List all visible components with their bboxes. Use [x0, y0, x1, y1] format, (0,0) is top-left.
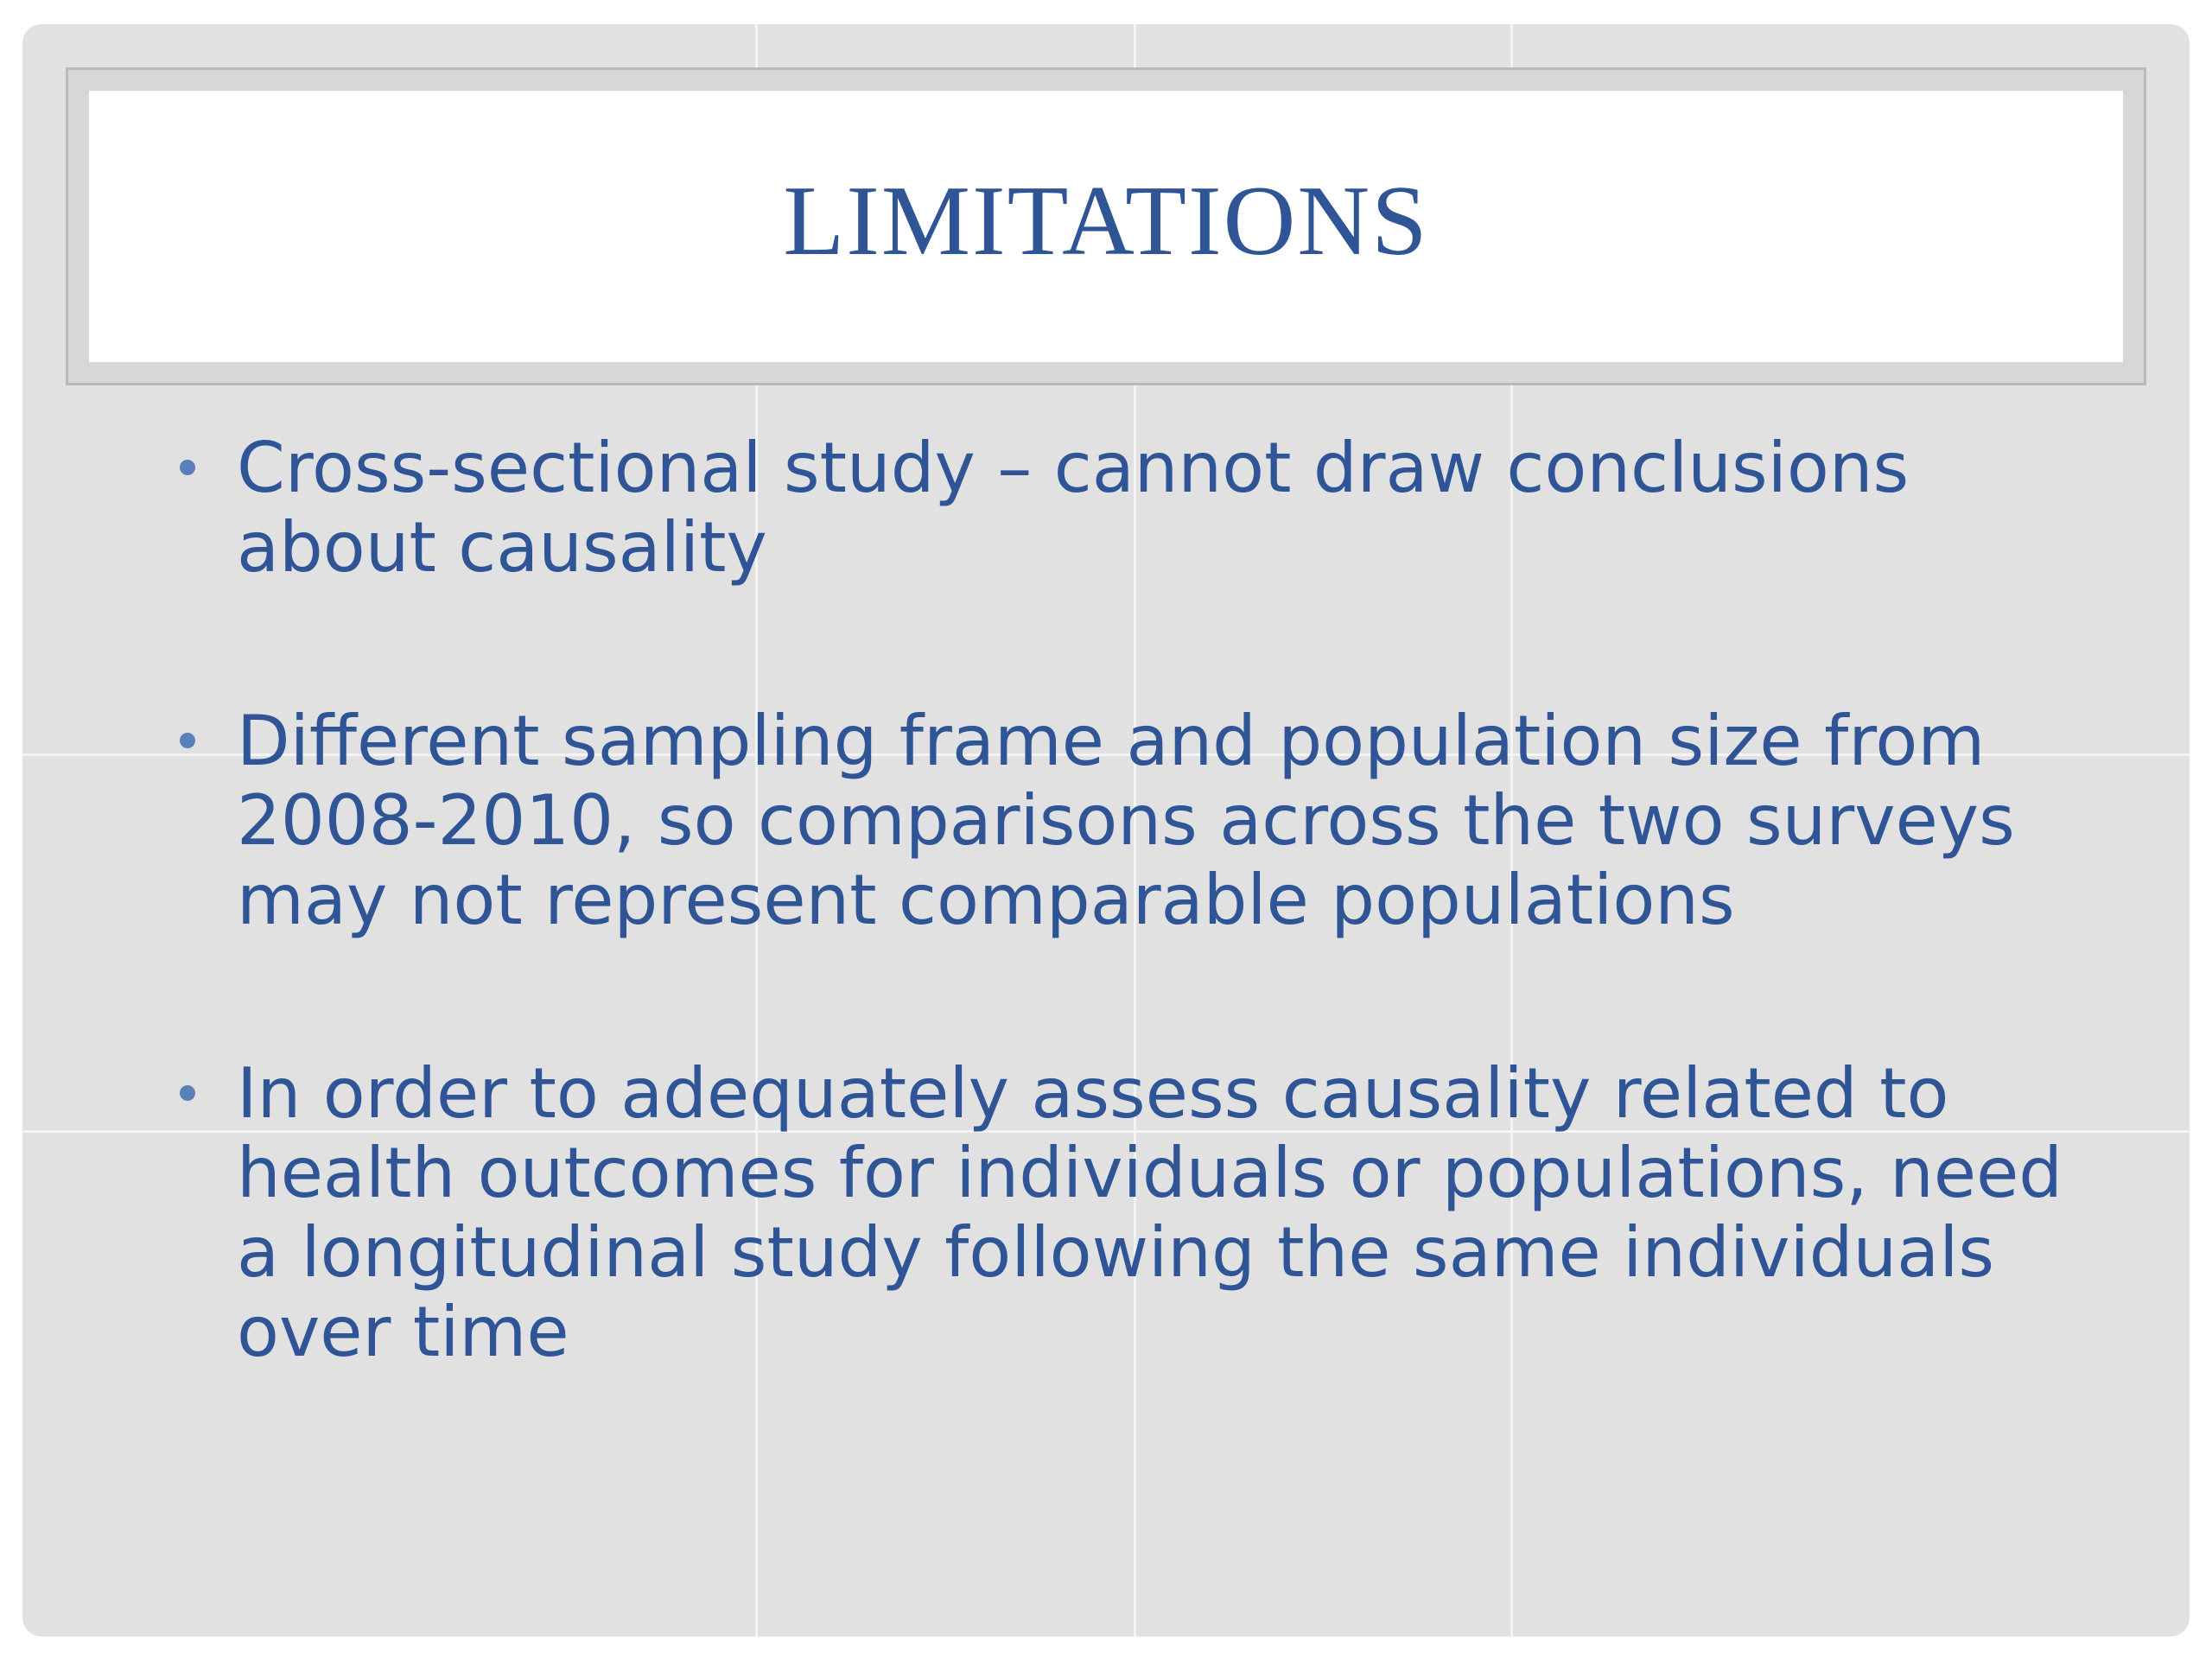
bullet-item [161, 429, 2113, 588]
bullet-item [161, 702, 2113, 940]
slide-title: LIMITATIONS [783, 166, 1429, 276]
bullet-text: Different sampling frame and population size from 2008-2010, so comparisons across the two surveys may not represent comparable populations [237, 701, 2015, 940]
bullet-item [161, 1054, 2113, 1372]
title-box [89, 91, 2123, 362]
bullet-dot-icon [180, 733, 195, 748]
bullet-text: Cross-sectional study – cannot draw conclusions about causality [237, 428, 1910, 588]
bullet-list [161, 429, 2113, 1372]
bullet-text: In order to adequately assess causality related to health outcomes for individuals or populations, need a longitudinal study following the same individuals over time [237, 1053, 2063, 1372]
title-frame [66, 67, 2146, 385]
slide [22, 24, 2190, 1637]
bullet-dot-icon [180, 460, 195, 475]
bullet-dot-icon [180, 1085, 195, 1101]
